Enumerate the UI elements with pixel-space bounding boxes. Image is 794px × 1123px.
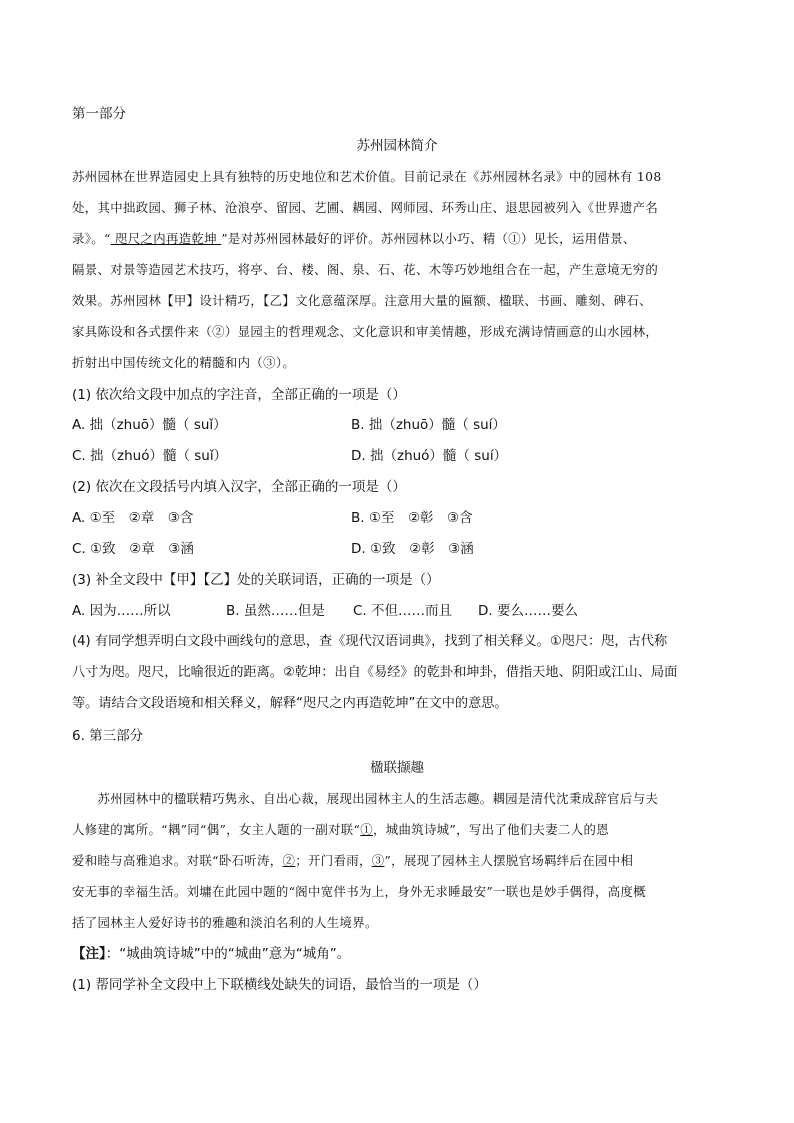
part1-title: 苏州园林简介 xyxy=(356,138,438,154)
note-label: 【注】 xyxy=(72,946,106,962)
text: ”，展现了园林主人摆脱官场羁绊后在园中相 xyxy=(384,853,634,868)
option-c: C. 拙（zhuó）髓（ suǐ） xyxy=(72,448,228,464)
question-4-line: 等。请结合文段语境和相关释义，解释“咫尺之内再造乾坤”在文中的意思。 xyxy=(72,696,508,711)
option-b: B. ①至 ②彰 ③含 xyxy=(351,510,473,526)
question-3-stem: (3) 补全文段中【甲】【乙】处的关联词语，正确的一项是（） xyxy=(72,572,440,588)
para-line: 安无事的幸福生活。刘墉在此园中题的“阁中宽伴书为上，身外无求睡最安”一联也是妙手偶得，高度概 xyxy=(72,884,646,899)
para-line: 苏州园林在世界造园史上具有独特的历史地位和艺术价值。目前记录在《苏州园林名录》中的园林有 108 xyxy=(72,169,662,184)
para-line: 处，其中拙政园、狮子林、沧浪亭、留园、艺圃、耦园、网师园、环秀山庄、退思园被列入《世界遗产名 xyxy=(72,200,659,215)
text: 录》。“ xyxy=(72,231,111,246)
para-line: 效果。苏州园林【甲】设计精巧，【乙】文化意蕴深厚。注意用大量的匾额、楹联、书画、雕刻、碑石、 xyxy=(72,293,652,308)
part3-question-1-stem: (1) 帮同学补全文段中上下联横线处缺失的词语，最恰当的一项是（） xyxy=(72,977,487,993)
question-1-stem: (1) 依次给文段中加点的字注音，全部正确的一项是（） xyxy=(72,387,406,403)
para-line xyxy=(72,820,609,840)
blank-1: ① xyxy=(360,822,373,837)
note-text: ：“城曲筑诗城”中的“城曲”意为“城角”。 xyxy=(105,946,351,962)
part1-heading: 第一部分 xyxy=(72,106,126,122)
blank-3: ③ xyxy=(371,853,385,868)
option-a: A. 因为……所以 xyxy=(72,603,171,619)
part3-heading: 6. 第三部分 xyxy=(72,728,144,744)
option-d: D. 要么……要么 xyxy=(478,603,578,619)
part3-title: 楹联撷趣 xyxy=(370,760,424,776)
option-b: B. 虽然……但是 xyxy=(226,603,325,619)
para-line: 括了园林主人爱好诗书的雅趣和淡泊名利的人生境界。 xyxy=(72,915,378,930)
question-4-line: 八寸为咫。咫尺，比喻很近的距离。②乾坤：出自《易经》的乾卦和坤卦，借指天地、阴阳或江山、局面 xyxy=(72,665,678,680)
question-4-line: (4) 有同学想弄明白文段中画线句的意思，查《现代汉语词典》，找到了相关释义。①咫尺：咫，古代称 xyxy=(72,634,668,649)
para-line xyxy=(72,851,633,871)
option-d: D. ①致 ②彰 ③涵 xyxy=(351,541,474,557)
text: 爱和睦与高雅追求。对联“卧石听涛， xyxy=(72,853,283,868)
para-line: 苏州园林中的楹联精巧隽永、自出心裁，展现出园林主人的生活志趣。耦园是清代沈秉成辞官后与夫 xyxy=(72,791,659,806)
note xyxy=(72,944,350,964)
option-b: B. 拙（zhuō）髓（ suí） xyxy=(351,417,506,433)
question-2-stem: (2) 依次在文段括号内填入汉字，全部正确的一项是（） xyxy=(72,479,406,495)
option-a: A. 拙（zhuō）髓（ suǐ） xyxy=(72,417,227,433)
para-line: 隔景、对景等造园艺术技巧，将亭、台、楼、阁、泉、石、花、木等巧妙地组合在一起，产生意境无穷的 xyxy=(72,262,659,277)
para-line xyxy=(72,229,636,249)
blank-2: ② xyxy=(282,853,296,868)
text: ”是对苏州园林最好的评价。苏州园林以小巧、精（①）见长，运用借景、 xyxy=(221,231,636,246)
text: ，城曲筑诗城”，写出了他们夫妻二人的恩 xyxy=(372,822,609,837)
option-d: D. 拙（zhuó）髓（ suí） xyxy=(351,448,508,464)
underlined-sentence: 咫尺之内再造乾坤 xyxy=(110,231,222,246)
para-line: 家具陈设和各式摆件来（②）显园主的哲理观念、文化意识和审美情趣，形成充满诗情画意的山水园林， xyxy=(72,324,659,339)
option-c: C. ①致 ②章 ③涵 xyxy=(72,541,194,557)
text: 人修建的寓所。“耦”同“偶”，女主人题的一副对联“ xyxy=(72,822,361,837)
option-a: A. ①至 ②章 ③含 xyxy=(72,510,194,526)
option-c: C. 不但……而且 xyxy=(353,603,453,619)
text: ；开门看雨， xyxy=(295,853,372,868)
para-line: 折射出中国传统文化的精髓和内（③）。 xyxy=(72,355,296,370)
